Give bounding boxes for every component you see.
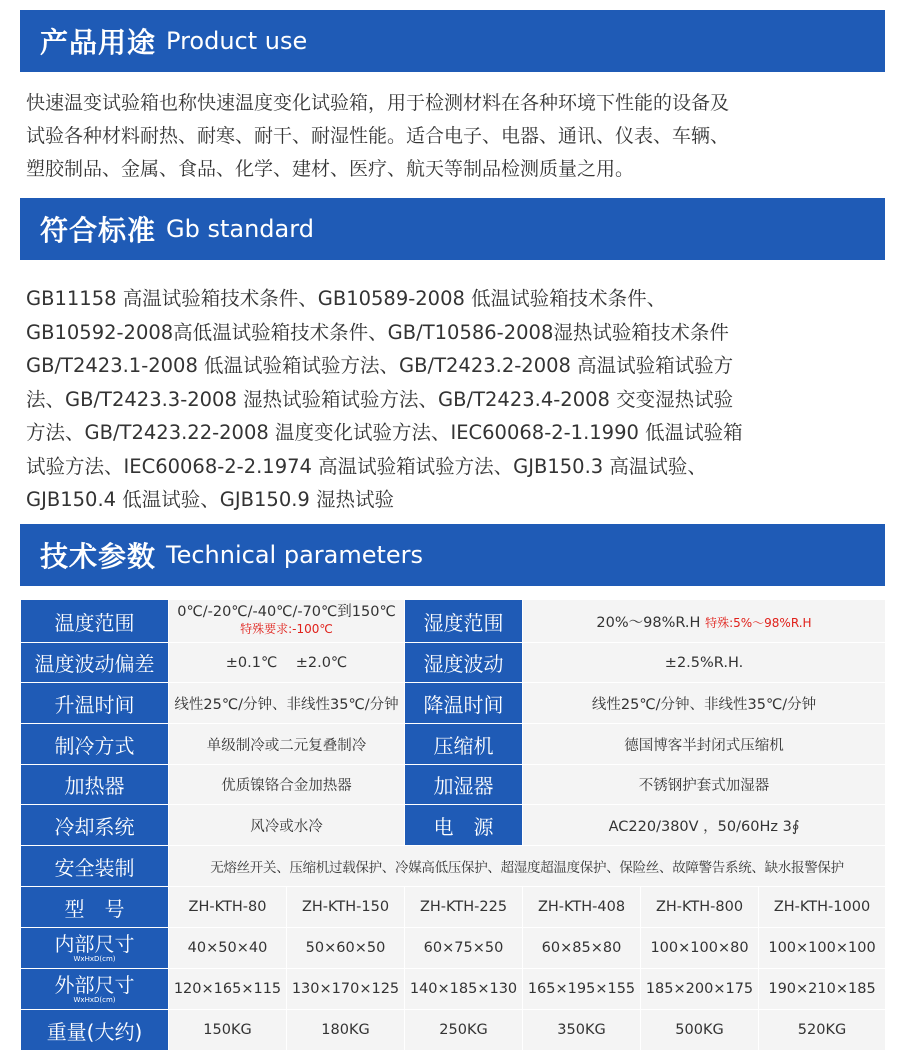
table-row: [21, 1010, 886, 1051]
model-cell: ZH-KTH-150: [287, 887, 405, 928]
humidity-fluct-value: ±2.5%R.H.: [523, 643, 886, 683]
standard-line: GB/T2423.1-2008 低温试验箱试验方法、GB/T2423.2-2008 高温试验箱试验方: [26, 354, 734, 377]
temp-deviation-value: ±0.1℃ ±2.0℃: [169, 643, 405, 683]
section-header-technical-parameters: [20, 524, 885, 586]
table-row: [21, 724, 886, 765]
power-label: 电 源: [405, 805, 523, 846]
safety-value: 无熔丝开关、压缩机过载保护、冷媒高低压保护、超湿度超温度保护、保险丝、故障警告系统、缺水报警保护: [169, 846, 886, 887]
table-row: [21, 643, 886, 683]
section-title-en: Technical parameters: [166, 541, 424, 569]
section-header-gb-standard: [20, 198, 885, 260]
compressor-label: 压缩机: [405, 724, 523, 765]
outer-size-cell: 120×165×115: [169, 969, 287, 1010]
weight-cell: 350KG: [523, 1010, 641, 1051]
power-value: AC220/380V ，50/60Hz 3∮: [523, 805, 886, 846]
section-title-zh: 产品用途: [40, 26, 157, 59]
outer-size-cell: 140×185×130: [405, 969, 523, 1010]
heater-label: 加热器: [21, 765, 169, 805]
cooling-system-value: 风冷或水冷: [169, 805, 405, 846]
weight-label: 重量(大约): [21, 1010, 169, 1051]
inner-size-sub: WxHxD(cm): [73, 955, 116, 963]
refrig-method-value: 单级制冷或二元复叠制冷: [169, 724, 405, 765]
temp-range-text: 0℃/-20℃/-40℃/-70℃到150℃: [177, 604, 396, 620]
safety-label: 安全装制: [21, 846, 169, 887]
weight-cell: 520KG: [759, 1010, 886, 1051]
cooling-time-value: 线性25℃/分钟、非线性35℃/分钟: [523, 683, 886, 724]
inner-size-cell: 40×50×40: [169, 928, 287, 969]
usage-line: 快速温变试验箱也称快速温度变化试验箱，用于检测材料在各种环境下性能的设备及: [26, 92, 730, 114]
standard-line: 法、GB/T2423.3-2008 湿热试验箱试验方法、GB/T2423.4-2008 交变湿热试验: [26, 387, 734, 411]
heating-time-value: 线性25℃/分钟、非线性35℃/分钟: [169, 683, 405, 724]
table-row: [21, 969, 886, 1010]
outer-size-label-cell: [21, 969, 169, 1010]
inner-size-cell: 100×100×80: [641, 928, 759, 969]
temp-deviation-label: 温度波动偏差: [21, 643, 169, 683]
inner-size-label-cell: [21, 928, 169, 969]
usage-line: 塑胶制品、金属、食品、化学、建材、医疗、航天等制品检测质量之用。: [26, 158, 635, 180]
temp-range-label: 温度范围: [21, 600, 169, 643]
model-label: 型 号: [21, 887, 169, 928]
weight-cell: 250KG: [405, 1010, 523, 1051]
model-cell: ZH-KTH-225: [405, 887, 523, 928]
spec-table: [20, 599, 886, 1051]
heating-time-label: 升温时间: [21, 683, 169, 724]
table-row: [21, 928, 886, 969]
standard-line: GB11158 高温试验箱技术条件、GB10589-2008 低温试验箱技术条件、: [26, 287, 667, 310]
weight-cell: 500KG: [641, 1010, 759, 1051]
inner-size-cell: 60×75×50: [405, 928, 523, 969]
section-title-zh: 符合标准: [40, 214, 157, 247]
section-header-product-use: [20, 10, 885, 72]
humidity-fluct-label: 湿度波动: [405, 643, 523, 683]
inner-size-cell: 60×85×80: [523, 928, 641, 969]
compressor-value: 德国博客半封闭式压缩机: [523, 724, 886, 765]
standard-line: 方法、GB/T2423.22-2008 温度变化试验方法、IEC60068-2-1.1990 低温试验箱: [26, 421, 743, 444]
weight-cell: 150KG: [169, 1010, 287, 1051]
cooling-time-label: 降温时间: [405, 683, 523, 724]
outer-size-cell: 185×200×175: [641, 969, 759, 1010]
table-row: [21, 805, 886, 846]
outer-size-cell: 190×210×185: [759, 969, 886, 1010]
humidity-range-value: [523, 600, 886, 643]
table-row: [21, 846, 886, 887]
inner-size-cell: 50×60×50: [287, 928, 405, 969]
humidifier-value: 不锈钢护套式加湿器: [523, 765, 886, 805]
inner-size-label: 内部尺寸: [54, 932, 135, 956]
section-title-zh: 技术参数: [40, 540, 157, 573]
table-row: [21, 683, 886, 724]
usage-line: 试验各种材料耐热、耐寒、耐干、耐湿性能。适合电子、电器、通讯、仪表、车辆、: [26, 125, 730, 147]
outer-size-sub: WxHxD(cm): [73, 996, 116, 1004]
temp-range-value: [169, 600, 405, 643]
cooling-system-label: 冷却系统: [21, 805, 169, 846]
model-cell: ZH-KTH-408: [523, 887, 641, 928]
section-title-en: Product use: [166, 27, 308, 55]
humidifier-label: 加湿器: [405, 765, 523, 805]
standard-line: 试验方法、IEC60068-2-2.1974 高温试验箱试验方法、GJB150.3 高温试验、: [26, 454, 707, 478]
standard-line: GB10592-2008高低温试验箱技术条件、GB/T10586-2008湿热试验箱技术条件: [26, 320, 729, 344]
section-title-en: Gb standard: [166, 215, 314, 243]
inner-size-cell: 100×100×100: [759, 928, 886, 969]
table-row: [21, 600, 886, 643]
outer-size-cell: 165×195×155: [523, 969, 641, 1010]
heater-value: 优质镍铬合金加热器: [169, 765, 405, 805]
usage-paragraph: [26, 87, 896, 186]
weight-cell: 180KG: [287, 1010, 405, 1051]
model-cell: ZH-KTH-1000: [759, 887, 886, 928]
humidity-range-label: 湿度范围: [405, 600, 523, 643]
outer-size-cell: 130×170×125: [287, 969, 405, 1010]
standard-line: GJB150.4 低温试验、GJB150.9 湿热试验: [26, 488, 395, 511]
refrig-method-label: 制冷方式: [21, 724, 169, 765]
model-cell: ZH-KTH-800: [641, 887, 759, 928]
standard-paragraph: [26, 282, 896, 517]
table-row: [21, 765, 886, 805]
outer-size-label: 外部尺寸: [54, 973, 135, 997]
model-cell: ZH-KTH-80: [169, 887, 287, 928]
table-row: [21, 887, 886, 928]
humidity-range-text: 20%～98%R.H: [596, 614, 701, 631]
humidity-range-note: 特殊:5%～98%R.H: [705, 615, 812, 630]
temp-range-note: 特殊要求:-100℃: [240, 622, 333, 636]
